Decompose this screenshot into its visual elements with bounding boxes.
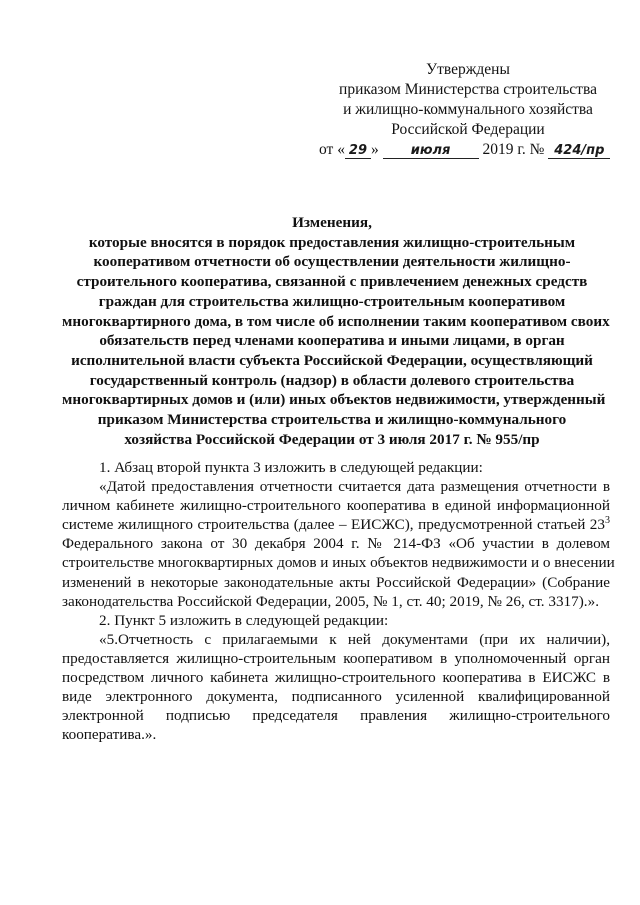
approval-heading: Утверждены [426,61,510,78]
date-sep: » [370,141,379,158]
handwritten-doc-number: 424/пр [548,144,610,159]
title-heading: Изменения, [292,214,372,231]
paragraph-4-line: «5.Отчетность с прилагаемыми к ней документами (при их наличии), [99,630,610,648]
paragraph-4-line: электронной подписью председателя правления жилищно-строительного [62,707,610,725]
paragraph-4-line: посредством личного кабинета жилищно-строительного кооператива в ЕИСЖС в [62,669,610,687]
document-body [62,458,615,744]
date-prefix: от « [319,141,345,158]
paragraph-2-line: «Датой предоставления отчетности считается дата размещения отчетности в [99,478,610,496]
paragraph-2-line: законодательства Российской Федерации, 2005, № 1, ст. 40; 2019, № 26, ст. 3317).». [62,592,599,610]
paragraph-4-line: предоставляется жилищно-строительным кооперативом в уполномоченный орган [62,649,610,667]
title-line: многоквартирных домов и (или) иных объектов недвижимости, утвержденный [62,391,606,409]
title-line: кооперативом отчетности об осуществлении деятельности жилищно- [93,253,571,271]
title-line: исполнительной власти субъекта Российской Федерации, осуществляющий [71,351,593,369]
title-line: обязательств перед членами кооператива и иными лицами, в орган [99,332,565,350]
title-line: многоквартирного дома, в том числе об исполнении таким кооперативом своих [62,312,610,330]
approval-ministry-line: и жилищно-коммунального хозяйства [343,101,593,118]
title-line: которые вносятся в порядок предоставления жилищно-строительным [88,233,576,251]
paragraph-2-line [62,515,610,534]
paragraph-2-line: Федерального закона от 30 декабря 2004 г. № 214-ФЗ «Об участии в долевом [62,535,610,553]
paragraph-2-text: системе жилищного строительства (далее – ЕИСЖС), предусмотренной статьей 23 [62,516,605,534]
title-line: приказом Министерства строительства и жилищно-коммунального [97,411,567,429]
paragraph-4-line: кооператива.». [62,726,157,744]
title-line: государственный контроль (надзор) в области долевого строительства [89,371,575,389]
paragraph-2-line: изменений в некоторые законодательные акты Российской Федерации» (Собрание [62,573,610,591]
approval-date-line [319,140,618,160]
article-superscript: 3 [605,515,610,527]
date-year: 2019 г. № [482,141,545,158]
approval-country-line: Российской Федерации [391,121,545,138]
paragraph-4-line: виде электронного документа, подписанного усиленной квалифицированной [62,688,610,706]
paragraph-1: 1. Абзац второй пункта 3 изложить в следующей редакции: [99,459,483,476]
title-line: граждан для строительства жилищно-строительным кооперативом [98,292,566,310]
title-line: строительного кооператива, связанной с привлечением денежных средств [76,273,588,291]
paragraph-2-line: личном кабинете жилищно-строительного кооператива в единой информационной [62,497,610,515]
approval-stamp [318,60,618,160]
paragraph-3: 2. Пункт 5 изложить в следующей редакции: [99,611,389,629]
title-line: хозяйства Российской Федерации от 3 июля 2017 г. № 955/пр [124,430,540,448]
document-title [62,213,610,449]
approval-order-line: приказом Министерства строительства [339,81,597,98]
paragraph-2-line: строительстве многоквартирных домов и иных объектов недвижимости и о внесении [62,554,615,572]
handwritten-day: 29 [345,144,371,159]
handwritten-month: июля [383,144,479,159]
